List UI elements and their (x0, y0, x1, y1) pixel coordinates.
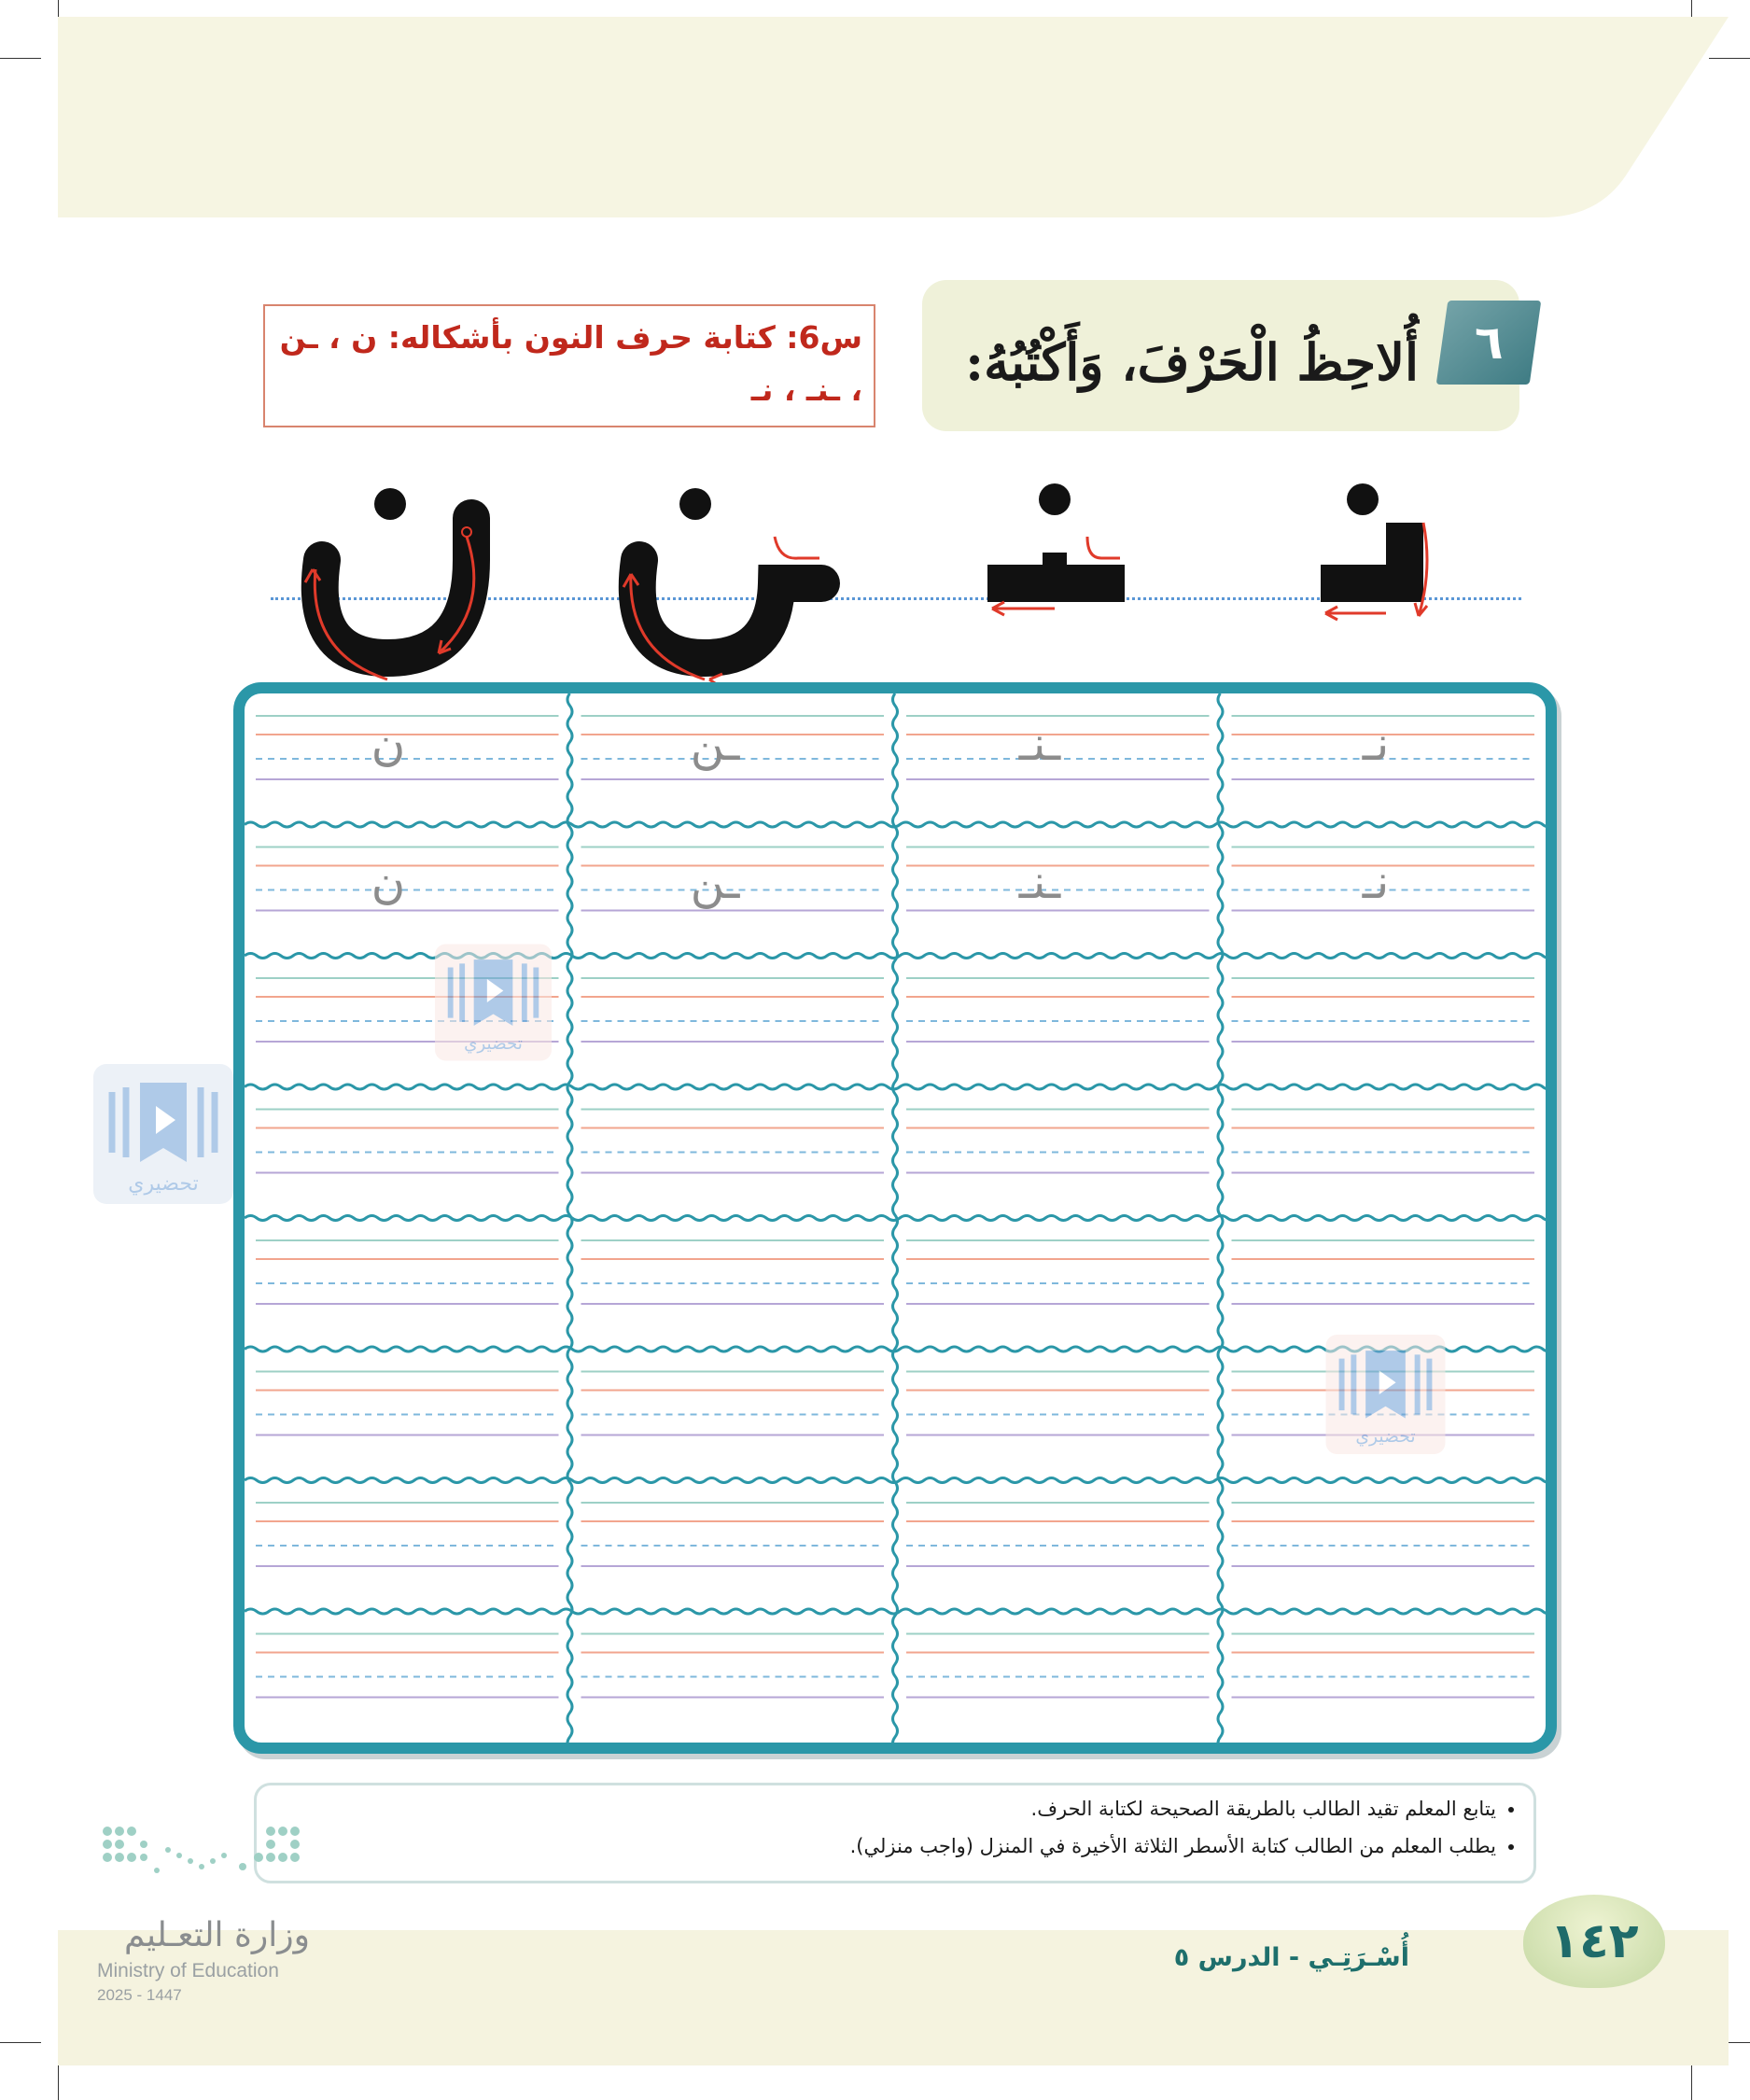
note-item: • يتابع المعلم تقيد الطالب بالطريقة الصحيحة لكتابة الحرف. (257, 1797, 1496, 1821)
question-label: س6 (798, 319, 862, 356)
exercise-title: أُلاحِظُ الْحَرْفَ، وَأَكْتُبُهُ: (965, 332, 1419, 392)
ministry-year: 2025 - 1447 (97, 1986, 182, 2004)
guide-letter: ـن (690, 855, 740, 909)
guide-letter: نـ (1362, 855, 1390, 909)
watermark-text: تحضيري (1355, 1427, 1416, 1448)
watermark-text: تحضيري (128, 1172, 199, 1196)
column-divider-wavy (893, 693, 898, 1743)
watermark-logo (435, 943, 552, 1062)
guide-letter: نـ (1362, 717, 1390, 771)
question-text: : كتابة حرف النون بأشكاله: ن ، ـن ، ـنـ ، نـ (279, 319, 862, 408)
model-letter-isolated (305, 488, 474, 679)
lesson-footer: أُسْـرَتِـي - الدرس ٥ (1173, 1943, 1409, 1972)
model-letter-final (623, 488, 821, 687)
model-letter-initial (1321, 483, 1427, 620)
note-item: • يطلب المعلم من الطالب كتابة الأسطر الثلاثة الأخيرة في المنزل (واجب منزلي). (257, 1834, 1496, 1858)
teacher-notes (254, 1783, 1536, 1883)
guide-letter: ـنـ (1018, 855, 1061, 909)
guide-letter: ن (371, 717, 406, 771)
ministry-name-en: Ministry of Education (97, 1960, 279, 1981)
guide-letter: ـن (690, 717, 740, 771)
row-divider-wavy (245, 1085, 1546, 1089)
watermark-logo (1318, 1335, 1453, 1454)
ministry-name-ar: وزارة التعـليم (124, 1916, 310, 1954)
column-divider-wavy (1218, 693, 1223, 1743)
model-letter-medial (987, 483, 1125, 615)
watermark-text: تحضيري (464, 1034, 523, 1054)
watermark-logo (93, 1064, 233, 1204)
guide-letter: ـنـ (1018, 717, 1061, 771)
exercise-number-badge: ٦ (1436, 301, 1542, 385)
crop-mark (0, 2042, 41, 2043)
guide-letter: ن (371, 855, 406, 909)
model-letters (0, 0, 1750, 691)
ministry-logo (93, 1822, 317, 1915)
page-number: ١٤٢ (1523, 1895, 1665, 1988)
